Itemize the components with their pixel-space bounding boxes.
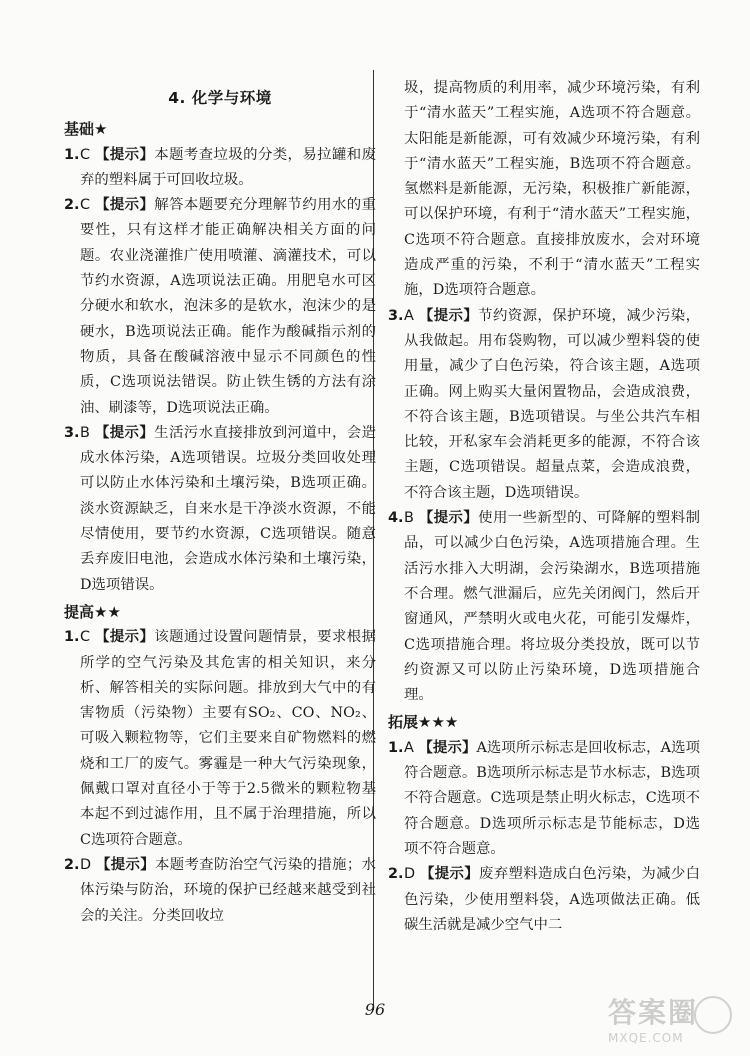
answer-letter: A (404, 739, 414, 756)
hint-label: 【提示】 (94, 424, 155, 441)
hint-label: 【提示】 (95, 146, 155, 163)
answer-item (388, 862, 700, 938)
item-number: 1. (64, 629, 80, 646)
answer-text: 废弃塑料造成白色污染，为减少白色污染，少使用塑料袋，A选项做法正确。低碳生活就是减少空气中二 (404, 866, 700, 933)
hint-label: 【提示】 (418, 307, 479, 324)
hint-label: 【提示】 (420, 866, 480, 883)
section-heading-improve: 提高★★ (64, 602, 121, 621)
hint-label: 【提示】 (418, 739, 477, 756)
answer-item (64, 625, 376, 853)
item-number: 2. (388, 866, 404, 883)
left-column (64, 78, 376, 929)
answer-text: 本题考查防治空气污染的措施；水体污染与防治，环境的保护已经越来越受到社会的关注。分类回收垃 (80, 856, 376, 924)
answer-letter: C (80, 629, 91, 646)
answer-item (388, 304, 700, 506)
item-number: 1. (388, 739, 404, 756)
hint-label: 【提示】 (418, 510, 479, 527)
page-title: 4. 化学与环境 (168, 89, 272, 107)
watermark-text: 答案圈 (608, 996, 699, 1029)
answer-item (64, 421, 376, 598)
answer-letter: D (80, 856, 92, 873)
item-number: 2. (64, 197, 80, 214)
answer-text: 生活污水直接排放到河道中，会造成水体污染，A选项错误。垃圾分类回收处理可以防止水体污染和土壤污染，B选项正确。淡水资源缺乏，自来水是干净淡水资源，不能尽情使用，要节约水资源，C选项错误。随意丢弃废旧电池，会造成水体污染和土壤污染，D选项错误。 (80, 424, 376, 593)
watermark-logo (608, 996, 738, 1052)
watermark-url: MXQE.COM (608, 1031, 684, 1045)
answer-text: 本题考查垃圾的分类，易拉罐和废弃的塑料属于可回收垃圾。 (80, 146, 376, 188)
hint-label: 【提示】 (95, 629, 155, 646)
answer-text: A选项所示标志是回收标志，A选项符合题意。B选项所示标志是节水标志，B选项不符合题意。C选项是禁止明火标志，C选项不符合题意。D选项所示标志是节能标志，D选项不符合题意。 (404, 739, 700, 857)
section-heading-extend: 拓展★★★ (388, 713, 459, 732)
answer-text: 解答本题要充分理解节约用水的重要性，只有这样才能正确解决相关方面的问题。农业浇灌推广使用喷灌、滴灌技术，可以节约水资源，A选项说法正确。用肥皂水可区分硬水和软水，泡沫多的是软水，泡沫少的是硬水，B选项说法正确。能作为酸碱指示剂的物质，具备在酸碱溶液中显示不同颜色的性质，C选项说法错误。防止铁生锈的方法有涂油、刷漆等，D选项说法正确。 (80, 197, 376, 416)
answer-item-continued (388, 76, 700, 304)
answer-text: 节约资源，保护环境，减少污染，从我做起。用布袋购物，可以减少塑料袋的使用量，减少了白色污染，符合该主题，A选项正确。网上购买大量闲置物品，会造成浪费，不符合该主题，B选项错误。与坐公共汽车相比较，开私家车会消耗更多的能源，不符合该主题，C选项错误。超量点菜，会造成浪费，不符合该主题，D选项错误。 (404, 307, 700, 501)
answer-item (64, 193, 376, 421)
watermark-circle-icon (694, 996, 732, 1034)
section-heading-basic: 基础★ (64, 120, 108, 139)
answer-item (64, 853, 376, 929)
answer-text: 圾，提高物质的利用率，减少环境污染，有利于“清水蓝天”工程实施，A选项不符合题意。太阳能是新能源，可有效减少环境污染，有利于“清水蓝天”工程实施，B选项不符合题意。氢燃料是新能源，无污染，积极推广新能源，可以保护环境，有利于“清水蓝天”工程实施，C选项不符合题意。直接排放废水，会对环境造成严重的污染，不利于“清水蓝天”工程实施，D选项符合题意。 (404, 80, 700, 299)
item-number: 3. (64, 424, 80, 441)
item-number: 1. (64, 146, 80, 163)
answer-item (388, 736, 700, 862)
item-number: 2. (64, 856, 80, 873)
answer-letter: C (80, 146, 91, 163)
answer-text: 使用一些新型的、可降解的塑料制品，可以减少白色污染，A选项措施合理。生活污水排入大明湖，会污染湖水，B选项措施不合理。燃气泄漏后，应先关闭阀门，然后开窗通风，严禁明火或电火花，可能引发爆炸，C选项措施合理。将垃圾分类投放，既可以节约资源又可以防止污染环境，D选项措施合理。 (404, 510, 700, 704)
right-column (388, 76, 700, 938)
answer-letter: A (404, 307, 414, 324)
hint-label: 【提示】 (96, 856, 156, 873)
answer-text: 该题通过设置问题情景，要求根据所学的空气污染及其危害的相关知识，来分析、解答相关的实际问题。排放到大气中的有害物质（污染物）主要有SO₂、CO、NO₂、可吸入颗粒物等，它们主要来自矿物燃料的燃烧和工厂的废气。雾霾是一种大气污染现象，佩戴口罩对直径小于等于2.5微米的颗粒物基本起不到过滤作用，且不属于治理措施，所以C选项符合题意。 (80, 629, 376, 848)
answer-item (64, 143, 376, 194)
item-number: 4. (388, 510, 404, 527)
answer-letter: B (404, 510, 414, 527)
hint-label: 【提示】 (95, 197, 155, 214)
page-number: 96 (364, 1000, 386, 1019)
answer-letter: C (80, 197, 91, 214)
item-number: 3. (388, 307, 404, 324)
answer-letter: D (404, 866, 416, 883)
answer-item (388, 506, 700, 708)
answer-letter: B (80, 424, 90, 441)
